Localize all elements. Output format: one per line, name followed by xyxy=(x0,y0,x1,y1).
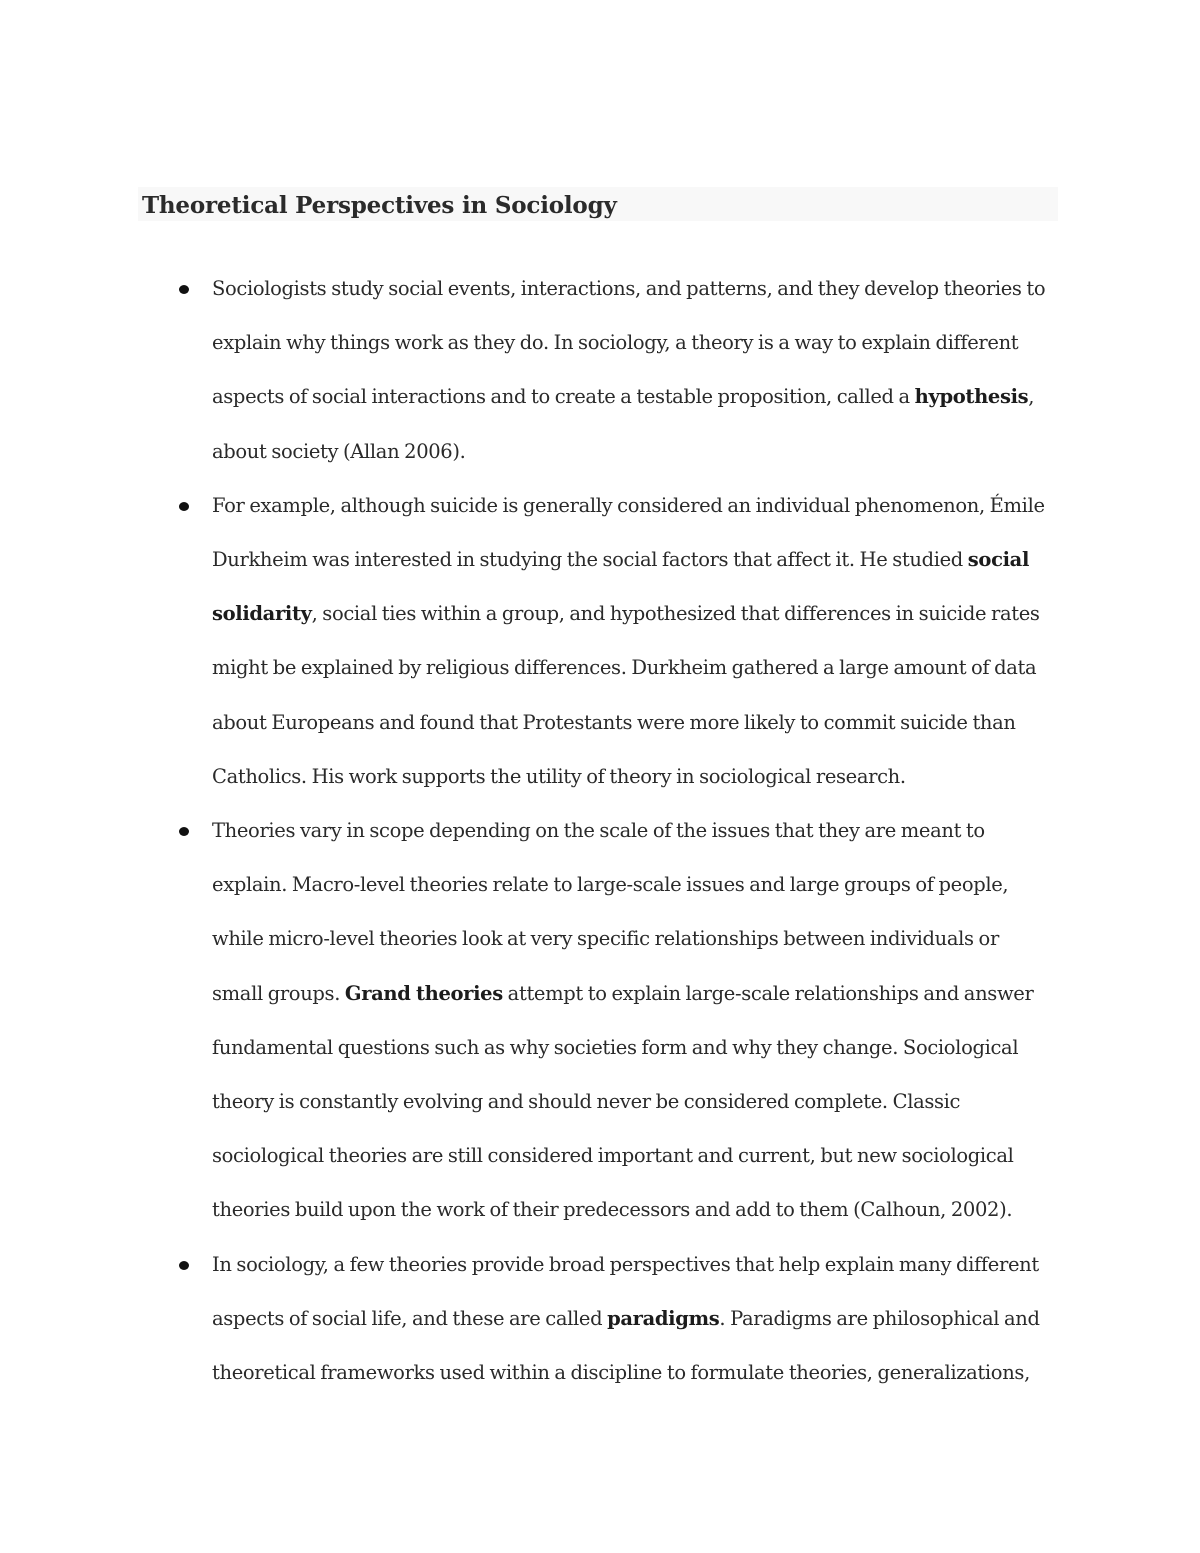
text-segment: explain. Macro-level theories relate to large-scale issues and large groups of people, xyxy=(212,873,1009,897)
text-segment: Catholics. His work supports the utility of theory in sociological research. xyxy=(212,764,906,788)
text-line xyxy=(212,1129,1052,1183)
key-term: hypothesis xyxy=(914,385,1029,409)
text-segment: attempt to explain large-scale relationships and answer xyxy=(502,981,1034,1005)
text-line xyxy=(212,1183,1052,1237)
bullet-item xyxy=(172,1238,1052,1401)
text-segment: about society (Allan 2006). xyxy=(212,439,466,463)
text-line xyxy=(212,425,1052,479)
text-line xyxy=(212,370,1052,424)
key-term: social xyxy=(967,548,1030,572)
key-term: solidarity xyxy=(212,602,312,626)
text-segment: . Paradigms are philosophical and xyxy=(719,1306,1040,1330)
text-line xyxy=(212,912,1052,966)
text-line xyxy=(212,1075,1052,1129)
document-title: Theoretical Perspectives in Sociology xyxy=(142,192,617,219)
text-line xyxy=(212,967,1052,1021)
text-segment: sociological theories are still considered important and current, but new sociological xyxy=(212,1144,1014,1168)
text-segment: theory is constantly evolving and should never be considered complete. Classic xyxy=(212,1090,961,1114)
text-segment: Sociologists study social events, interactions, and patterns, and they develop theories to xyxy=(212,277,1046,300)
text-segment: aspects of social interactions and to create a testable proposition, called a xyxy=(212,385,915,409)
bullet-dot-icon xyxy=(179,502,189,511)
bullet-dot-icon xyxy=(179,1261,189,1270)
bullet-item xyxy=(172,262,1052,479)
text-segment: explain why things work as they do. In sociology, a theory is a way to explain different xyxy=(212,331,1019,355)
text-segment: theories build upon the work of their predecessors and add to them (Calhoun, 2002). xyxy=(212,1198,1013,1222)
text-segment: small groups. xyxy=(212,981,345,1005)
text-segment: fundamental questions such as why societies form and why they change. Sociological xyxy=(212,1035,1019,1059)
key-term: paradigms xyxy=(607,1306,720,1330)
text-line xyxy=(212,533,1052,587)
text-segment: about Europeans and found that Protestants were more likely to commit suicide than xyxy=(212,710,1016,734)
bullet-item xyxy=(172,479,1052,804)
text-segment: aspects of social life, and these are called xyxy=(212,1306,608,1330)
text-line xyxy=(212,479,1052,533)
text-line xyxy=(212,858,1052,912)
text-segment: theoretical frameworks used within a discipline to formulate theories, generalizations, xyxy=(212,1361,1030,1385)
bullet-dot-icon xyxy=(179,285,189,294)
text-segment: , xyxy=(1028,385,1035,409)
key-term: Grand theories xyxy=(344,981,503,1005)
text-line xyxy=(212,262,1052,316)
text-line xyxy=(212,587,1052,641)
text-line xyxy=(212,1346,1052,1400)
text-segment: while micro-level theories look at very specific relationships between individuals or xyxy=(212,927,999,951)
text-line xyxy=(212,804,1052,858)
bullet-list xyxy=(172,262,1052,1400)
text-segment: For example, although suicide is generally considered an individual phenomenon, Émile xyxy=(212,493,1045,517)
text-line xyxy=(212,1021,1052,1075)
text-line xyxy=(212,316,1052,370)
text-segment: Durkheim was interested in studying the social factors that affect it. He studied xyxy=(212,548,968,572)
text-line xyxy=(212,1238,1052,1292)
text-segment: , social ties within a group, and hypothesized that differences in suicide rates xyxy=(311,602,1040,626)
text-line xyxy=(212,750,1052,804)
text-line xyxy=(212,1292,1052,1346)
text-segment: Theories vary in scope depending on the scale of the issues that they are meant to xyxy=(212,819,985,843)
text-line xyxy=(212,696,1052,750)
bullet-item xyxy=(172,804,1052,1238)
text-segment: might be explained by religious differences. Durkheim gathered a large amount of data xyxy=(212,656,1037,680)
bullet-dot-icon xyxy=(179,827,189,836)
text-segment: In sociology, a few theories provide broad perspectives that help explain many different xyxy=(212,1252,1039,1276)
text-line xyxy=(212,641,1052,695)
